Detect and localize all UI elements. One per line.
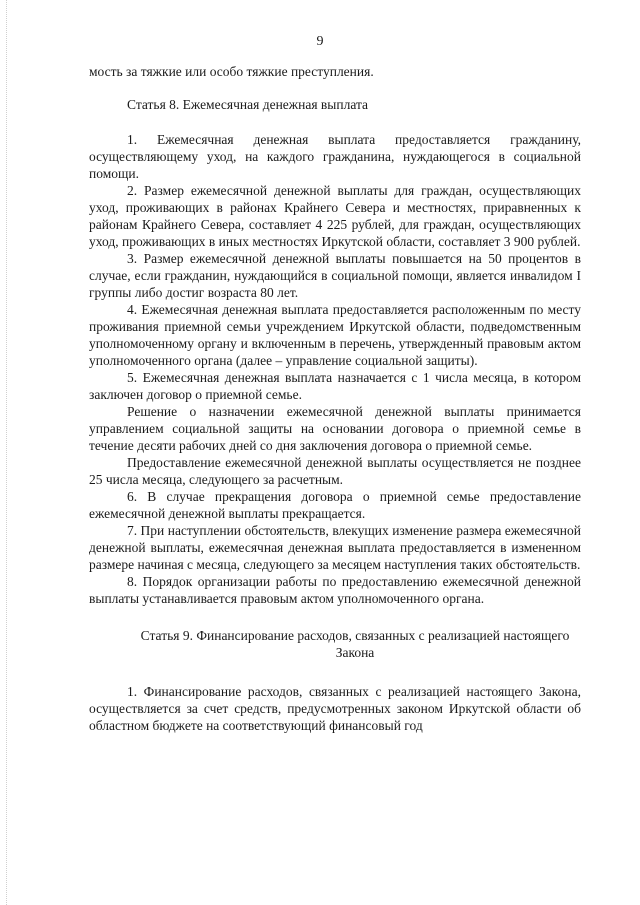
paragraph: Предоставление ежемесячной денежной выплаты осуществляется не позднее 25 числа месяца, следующего за расчетным.	[89, 455, 581, 487]
article-heading: Статья 9. Финансирование расходов, связанных с реализацией настоящего Закона	[140, 628, 570, 660]
paragraph: 3. Размер ежемесячной денежной выплаты повышается на 50 процентов в случае, если гражданин, нуждающийся в социальной помощи, является инвалидом I группы либо достиг возраста 80 лет.	[89, 251, 581, 300]
paragraph: 2. Размер ежемесячной денежной выплаты для граждан, осуществляющих уход, проживающих в районах Крайнего Севера и местностях, приравненных к районам Крайнего Севера, составляет 4 225 рублей, для граждан, осуществляющих уход, проживающих в иных местностях Иркутской области, составляет 3 900 рублей.	[89, 183, 581, 249]
paragraph: 7. При наступлении обстоятельств, влекущих изменение размера ежемесячной денежной выплаты, ежемесячная денежная выплата предоставляется в измененном размере начиная с месяца, следующего за месяцем наступления таких обстоятельств.	[89, 523, 581, 572]
paragraph: 5. Ежемесячная денежная выплата назначается с 1 числа месяца, в котором заключен договор о приемной семье.	[89, 370, 581, 402]
article-heading: Статья 8. Ежемесячная денежная выплата	[127, 97, 369, 112]
scan-margin-line	[6, 0, 8, 905]
paragraph: 8. Порядок организации работы по предоставлению ежемесячной денежной выплаты устанавливается правовым актом уполномоченного органа.	[89, 574, 581, 606]
paragraph: 1. Финансирование расходов, связанных с реализацией настоящего Закона, осуществляется за счет средств, предусмотренных законом Иркутской области об областном бюджете на соответствующий финансовый год	[89, 684, 581, 733]
page-number: 9	[316, 34, 324, 49]
document-body	[89, 63, 581, 734]
paragraph: Решение о назначении ежемесячной денежной выплаты принимается управлением социальной защиты на основании договора о приемной семье в течение десяти рабочих дней со дня заключения договора о приемной семье.	[89, 404, 581, 453]
paragraph-continuation: мость за тяжкие или особо тяжкие преступления.	[89, 64, 374, 79]
paragraph: 6. В случае прекращения договора о приемной семье предоставление ежемесячной денежной выплаты прекращается.	[89, 489, 581, 521]
paragraph: 1. Ежемесячная денежная выплата предоставляется гражданину, осуществляющему уход, на каждого гражданина, нуждающегося в социальной помощи.	[89, 132, 581, 181]
paragraph: 4. Ежемесячная денежная выплата предоставляется расположенным по месту проживания приемной семьи учреждением Иркутской области, подведомственным уполномоченному органу и включенным в перечень, утвержденный правовым актом уполномоченного органа (далее – управление социальной защиты).	[89, 302, 581, 368]
